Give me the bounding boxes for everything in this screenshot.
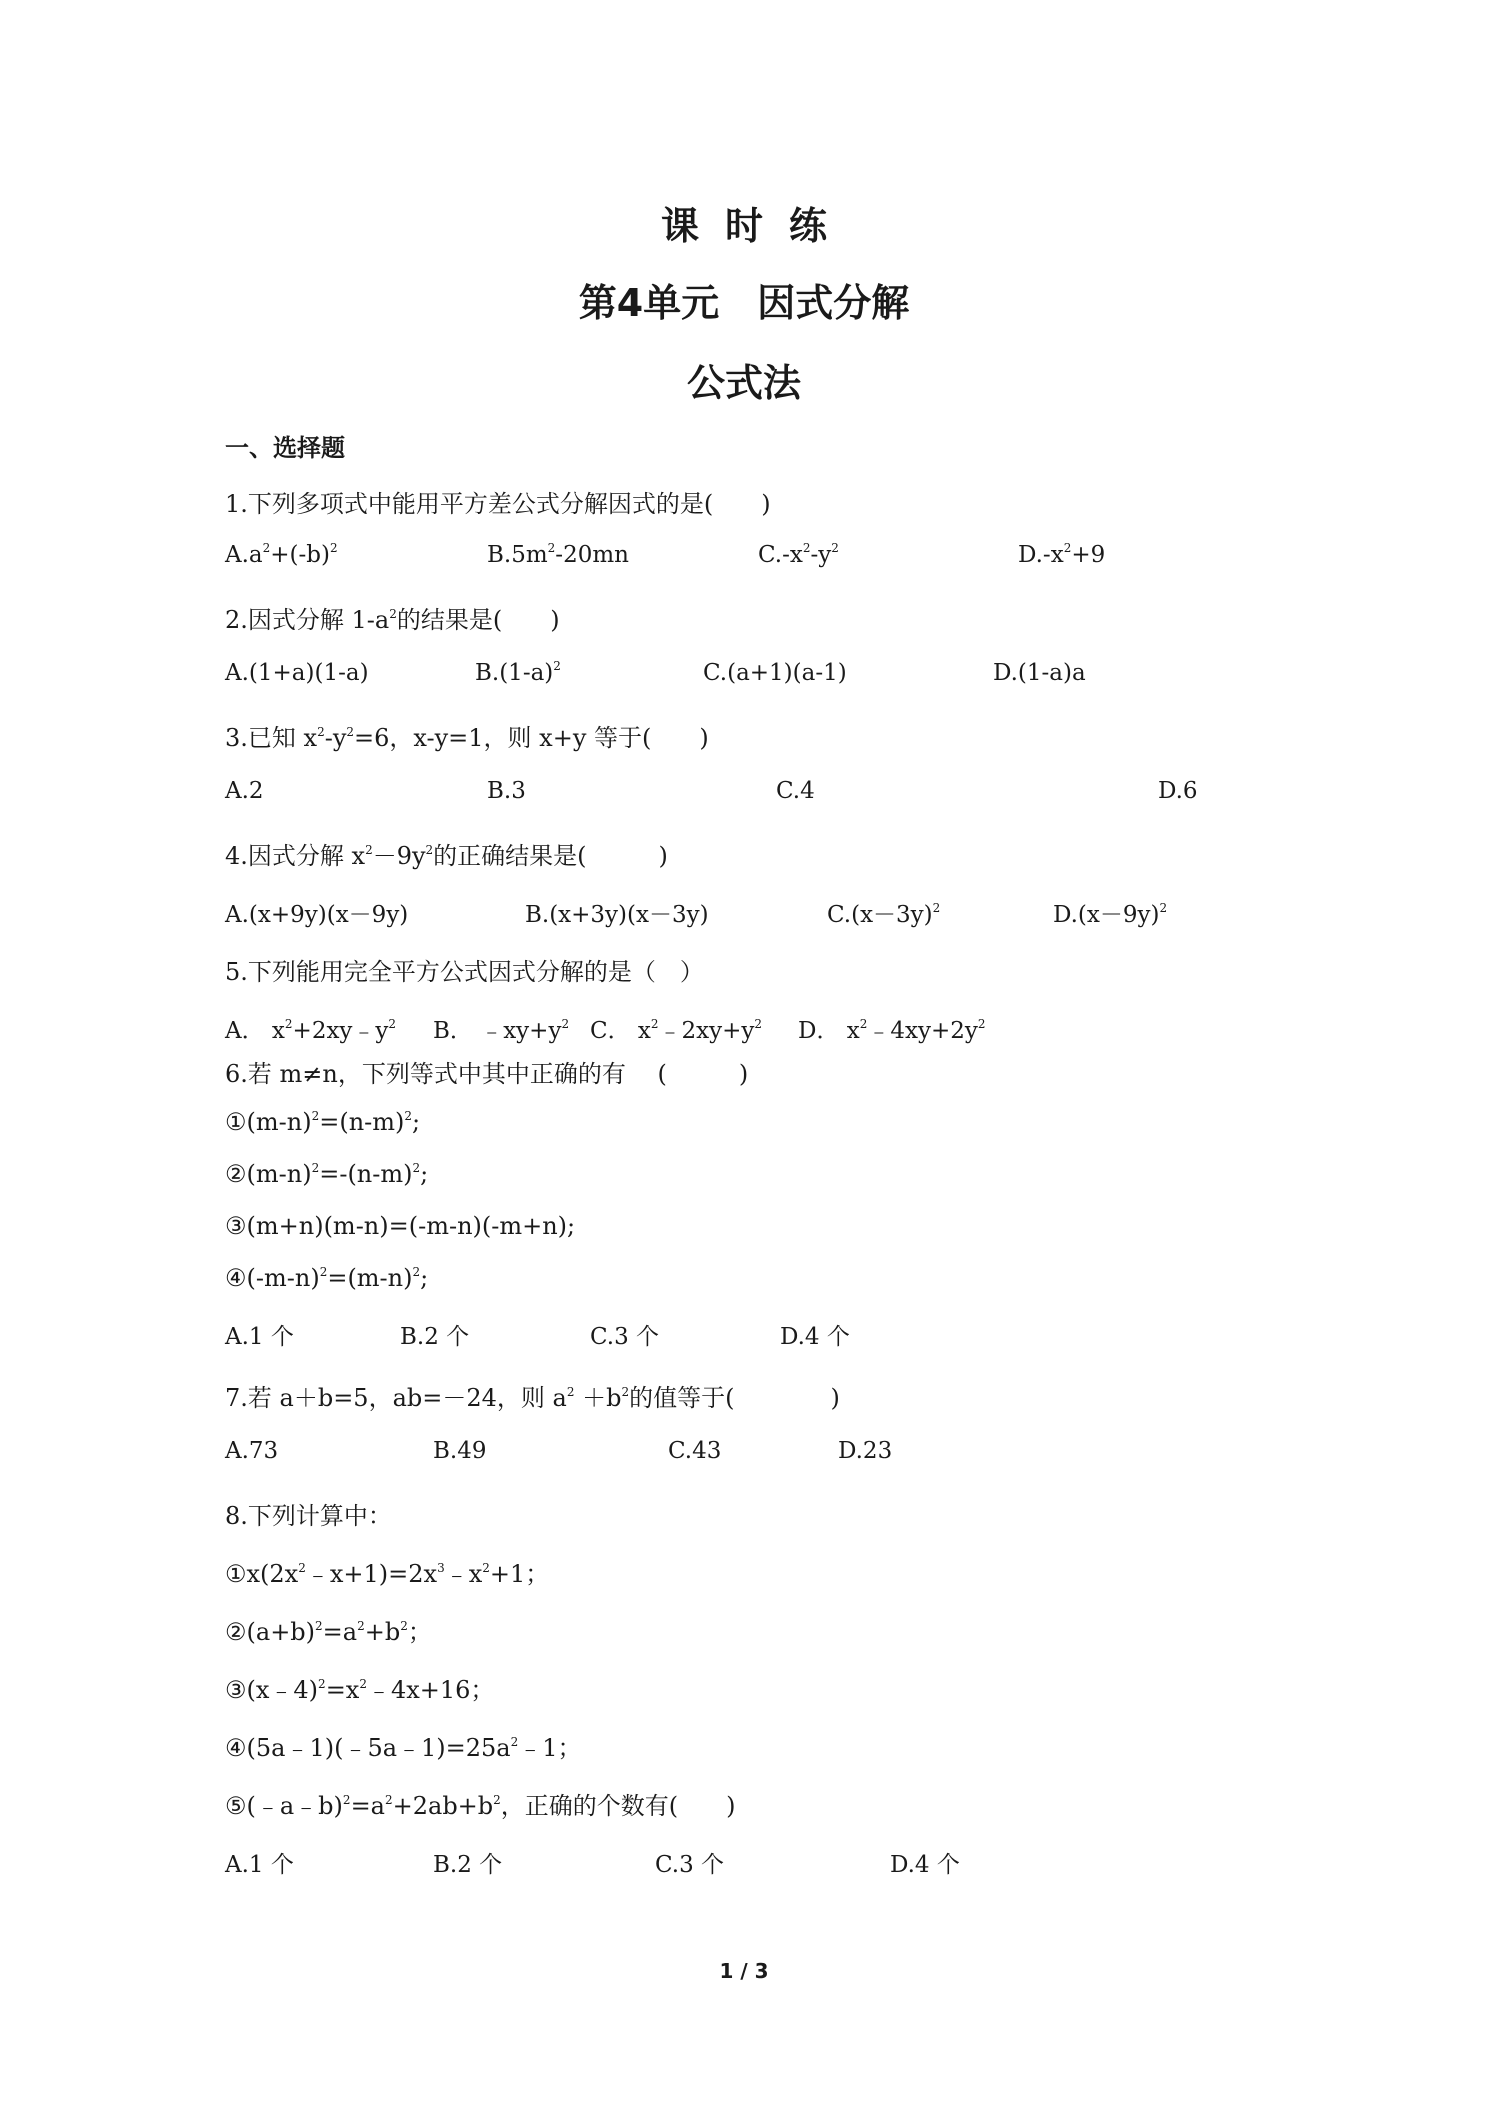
question-6-item-4: $④(-m-n)^2=(m-n)^2$; — [225, 1264, 429, 1292]
question-2-option-b: $B.(1-a)^2$ — [475, 659, 561, 686]
question-2-stem: 2.因式分解 $1-a^2$的结果是( ) — [225, 606, 560, 634]
question-8-item-5: $⑤(﹣a﹣b)^2=a^2+2ab+b^2$，正确的个数有( ) — [225, 1792, 736, 1820]
section-heading: 一、选择题 — [225, 434, 345, 462]
question-6-option-a: A.1 个 — [225, 1324, 294, 1350]
question-4-option-a: A.(x+9y)(x－9y) — [225, 902, 409, 928]
question-6-option-b: B.2 个 — [400, 1324, 470, 1350]
question-5-option-c: C． $x^2﹣2xy+y^2$ — [590, 1017, 763, 1044]
question-8-item-2: $②(a+b)^2=a^2+b^2$； — [225, 1618, 432, 1646]
question-4-stem: 4.因式分解 $x^2-9y^2$的正确结果是( ) — [225, 842, 668, 870]
question-1-option-c: $C.-x^2-y^2$ — [758, 541, 839, 568]
question-6-option-c: C.3 个 — [590, 1324, 660, 1350]
question-7-option-c: C.43 — [668, 1438, 722, 1464]
question-3-option-c: C.4 — [776, 778, 815, 804]
question-4-option-b: B.(x+3y)(x－3y) — [525, 902, 709, 928]
lesson-title: 公式法 — [686, 361, 801, 405]
question-6-stem: 6.若 m≠n，下列等式中其中正确的有 ( ) — [225, 1060, 749, 1088]
question-2-option-c: C.(a+1)(a-1) — [703, 660, 847, 686]
question-8-item-4: $④(5a﹣1)(﹣5a﹣1)=25a^2﹣1$； — [225, 1734, 582, 1762]
page-number: 1 / 3 — [719, 1959, 769, 1983]
question-7-option-d: D.23 — [838, 1438, 893, 1464]
question-7-stem: 7.若 a＋b=5，ab=－24，则 $a^2 +b^2$的值等于( ) — [225, 1384, 840, 1412]
question-6-item-3: ③(m+n)(m-n)=(-m-n)(-m+n); — [225, 1212, 576, 1240]
question-3-option-b: B.3 — [487, 778, 526, 804]
question-2-option-a: A.(1+a)(1-a) — [225, 660, 369, 686]
question-6-option-d: D.4 个 — [780, 1324, 850, 1350]
question-1-stem: 1.下列多项式中能用平方差公式分解因式的是( ) — [225, 490, 771, 518]
question-6-item-2: $②(m-n)^2=-(n-m)^2$; — [225, 1160, 429, 1188]
question-4-option-d: $D.(x-9y)^2$ — [1053, 901, 1168, 928]
question-3-option-d: D.6 — [1158, 778, 1198, 804]
question-1-option-b: $B.5m^2-20mn$ — [487, 541, 629, 568]
question-6-item-1: $①(m-n)^2=(n-m)^2$; — [225, 1108, 421, 1136]
question-5-stem: 5.下列能用完全平方公式因式分解的是（ ） — [225, 958, 704, 986]
question-8-option-b: B.2 个 — [433, 1852, 503, 1878]
question-7-option-a: A.73 — [225, 1438, 279, 1464]
question-5-option-a: A． $x^2+2xy﹣y^2$ — [225, 1017, 397, 1044]
question-3-option-a: A.2 — [225, 778, 264, 804]
question-8-stem: 8.下列计算中： — [225, 1502, 392, 1530]
unit-title: 第4单元 因式分解 — [578, 281, 910, 325]
question-5-option-d: D． $x^2﹣4xy+2y^2$ — [798, 1017, 986, 1044]
question-7-option-b: B.49 — [433, 1438, 487, 1464]
question-3-stem: 3.已知 $x^2-y^2=6$，x-y=1，则 x+y 等于( ) — [225, 724, 709, 752]
question-8-item-1: $①x(2x^2﹣x+1)=2x^3﹣x^2+1$； — [225, 1560, 550, 1588]
question-8-item-3: $③(x﹣4)^2=x^2﹣4x+16$； — [225, 1676, 495, 1704]
question-5-option-b: B． $﹣xy+y^2$ — [433, 1017, 570, 1044]
question-1-option-a: $A.a^2+(-b)^2$ — [225, 541, 338, 568]
question-8-option-a: A.1 个 — [225, 1852, 294, 1878]
worksheet-title: 课时练 — [660, 204, 853, 248]
question-2-option-d: D.(1-a)a — [993, 660, 1086, 686]
question-8-option-c: C.3 个 — [655, 1852, 725, 1878]
question-1-option-d: $D.-x^2+9$ — [1018, 541, 1106, 568]
question-8-option-d: D.4 个 — [890, 1852, 960, 1878]
question-4-option-c: $C.(x-3y)^2$ — [827, 901, 941, 928]
